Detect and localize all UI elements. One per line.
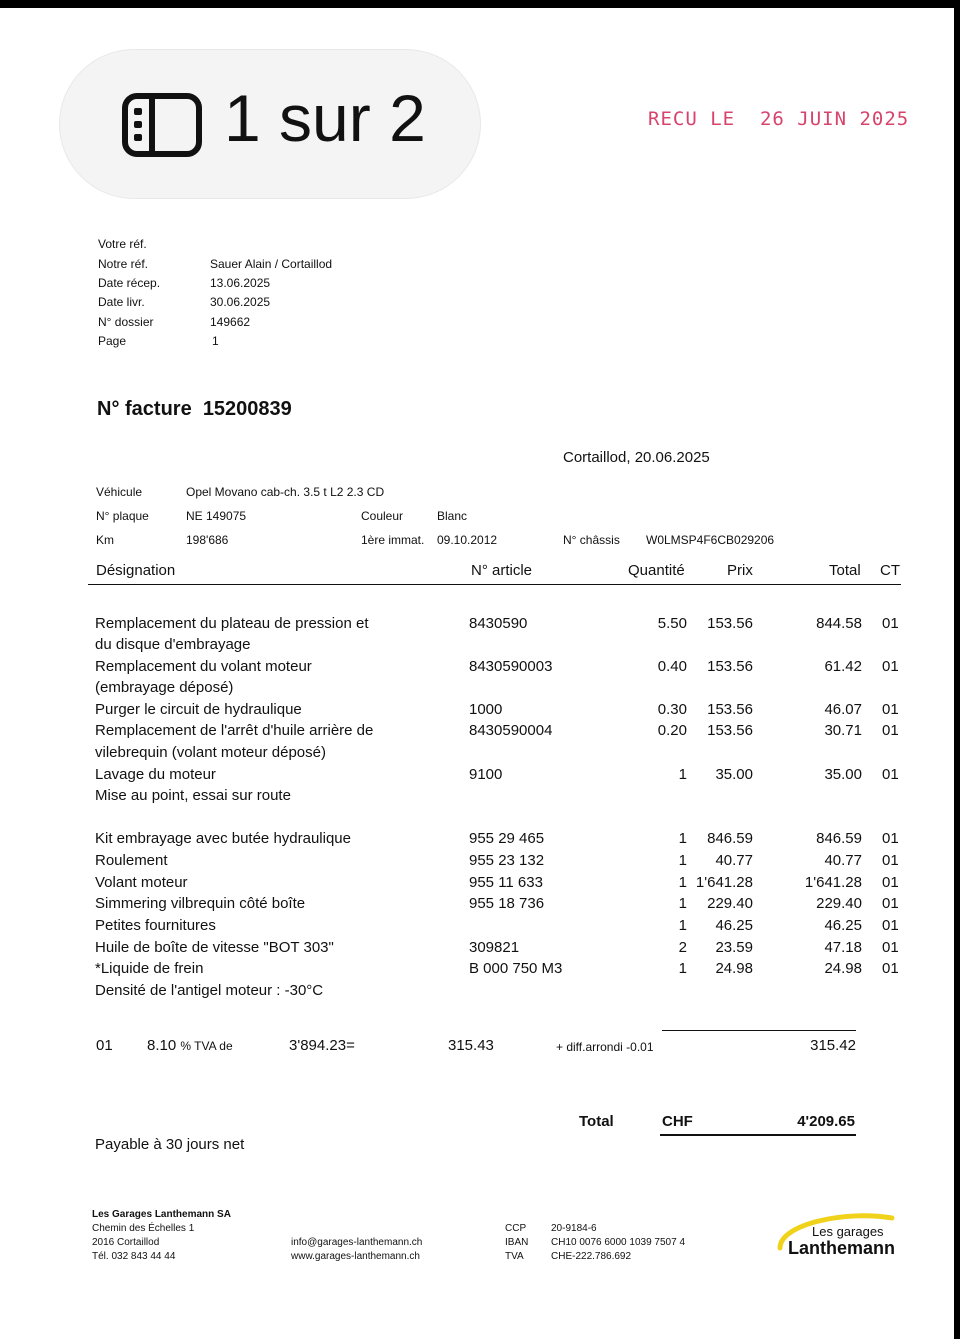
cell-designation: Purger le circuit de hydraulique: [95, 701, 302, 718]
cell-article: 955 18 736: [469, 895, 545, 912]
footer-address-line2: 2016 Cortaillod: [92, 1237, 160, 1248]
header-divider: [88, 584, 901, 585]
cell-price: 23.59: [715, 939, 753, 956]
footer-ccp-value: 20-9184-6: [551, 1223, 597, 1234]
total-underline: [660, 1134, 856, 1136]
km-label: Km: [96, 533, 114, 547]
cell-ct: 01: [882, 874, 899, 891]
cell-quantity: 0.30: [657, 701, 687, 718]
ref-label: Date livr.: [98, 295, 145, 309]
cell-quantity: 0.20: [657, 722, 687, 739]
col-header-designation: Désignation: [96, 562, 176, 579]
cell-total: 229.40: [816, 895, 862, 912]
vat-rate: 8.10: [147, 1037, 177, 1054]
vat-base-group: [289, 1037, 355, 1054]
invoice-place-date: Cortaillod, 20.06.2025: [563, 449, 710, 466]
footer-bank-labels: [505, 1222, 528, 1264]
invoice-number: 15200839: [202, 398, 292, 420]
cell-designation: (embrayage déposé): [95, 679, 234, 696]
cell-quantity: 2: [678, 939, 687, 956]
total-currency: CHF: [662, 1113, 693, 1130]
payment-terms: Payable à 30 jours net: [95, 1136, 245, 1153]
cell-article: B 000 750 M3: [469, 960, 563, 977]
vat-rounding: + diff.arrondi -0.01: [556, 1040, 654, 1054]
chassis-value: W0LMSP4F6CB029206: [646, 533, 775, 547]
footer-phone: Tél. 032 843 44 44: [92, 1251, 176, 1262]
cell-total: 30.71: [824, 722, 862, 739]
cell-total: 35.00: [824, 766, 862, 783]
ref-value: 1: [212, 334, 219, 348]
footer-company: [92, 1208, 231, 1264]
logo-line1: Les garages: [812, 1224, 884, 1239]
footer-contact: [291, 1236, 422, 1264]
cell-price: 153.56: [707, 722, 753, 739]
cell-quantity: 0.40: [657, 658, 687, 675]
page-indicator[interactable]: [60, 50, 480, 198]
cell-price: 46.25: [715, 917, 753, 934]
cell-ct: 01: [882, 766, 899, 783]
cell-ct: 01: [882, 658, 899, 675]
footer-tva-label: TVA: [505, 1251, 524, 1262]
col-header-price: Prix: [727, 562, 753, 579]
footer-website[interactable]: www.garages-lanthemann.ch: [291, 1251, 420, 1262]
cell-article: 9100: [469, 766, 503, 783]
total-amount: 4'209.65: [797, 1113, 855, 1130]
invoice-title: [97, 398, 292, 421]
cell-price: 1'641.28: [695, 874, 753, 891]
cell-article: 8430590: [469, 615, 528, 632]
page-indicator-text: 1 sur 2: [224, 81, 426, 155]
col-header-ct: CT: [880, 562, 900, 579]
cell-designation: Roulement: [95, 852, 168, 869]
ref-label: Notre réf.: [98, 257, 149, 271]
color-value: Blanc: [437, 509, 468, 523]
cell-total: 61.42: [824, 658, 862, 675]
footer-ccp-label: CCP: [505, 1223, 527, 1234]
cell-ct: 01: [882, 701, 899, 718]
invoice-page: [0, 8, 954, 1339]
cell-article: 8430590004: [469, 722, 553, 739]
cell-quantity: 1: [678, 830, 687, 847]
cell-designation: Volant moteur: [95, 874, 188, 891]
ref-label: Page: [98, 334, 127, 348]
col-header-quantity: Quantité: [628, 562, 685, 579]
footer-iban-value: CH10 0076 6000 1039 7507 4: [551, 1237, 686, 1248]
cell-designation: du disque d'embrayage: [95, 636, 251, 653]
footer-company-name: Les Garages Lanthemann SA: [92, 1209, 231, 1220]
ref-label: Votre réf.: [98, 237, 147, 251]
km-value: 198'686: [186, 533, 229, 547]
cell-designation: Mise au point, essai sur route: [95, 787, 291, 804]
cell-designation: *Liquide de frein: [95, 960, 204, 977]
cell-ct: 01: [882, 830, 899, 847]
stamp-label: RECU LE: [648, 108, 736, 130]
cell-price: 153.56: [707, 658, 753, 675]
cell-ct: 01: [882, 852, 899, 869]
cell-quantity: 1: [678, 766, 687, 783]
cell-designation: vilebrequin (volant moteur déposé): [95, 744, 326, 761]
plate-value: NE 149075: [186, 509, 247, 523]
cell-article: 955 11 633: [469, 874, 543, 891]
cell-quantity: 1: [678, 960, 687, 977]
footer-address-line1: Chemin des Échelles 1: [92, 1223, 195, 1234]
cell-designation: Huile de boîte de vitesse "BOT 303": [95, 939, 334, 956]
cell-article: 955 29 465: [469, 830, 545, 847]
cell-article: 309821: [469, 939, 520, 956]
sidebar-panel-icon[interactable]: [122, 93, 202, 162]
ref-value: 30.06.2025: [210, 295, 271, 309]
col-header-article: N° article: [471, 562, 533, 579]
cell-total: 47.18: [824, 939, 862, 956]
cell-total: 846.59: [816, 830, 862, 847]
cell-ct: 01: [882, 917, 899, 934]
cell-article: 955 23 132: [469, 852, 545, 869]
cell-price: 846.59: [707, 830, 753, 847]
cell-designation: Lavage du moteur: [95, 766, 216, 783]
footer-iban-label: IBAN: [505, 1237, 529, 1248]
cell-designation: Kit embrayage avec butée hydraulique: [95, 830, 351, 847]
vat-rate-label: % TVA de: [180, 1039, 233, 1053]
first-registration-label: 1ère immat.: [361, 533, 425, 547]
cell-total: 46.07: [824, 701, 862, 718]
vat-rate-group: [147, 1037, 233, 1054]
footer-tva-value: CHE-222.786.692: [551, 1251, 632, 1262]
cell-quantity: 1: [678, 874, 687, 891]
stamp-date: 26 JUIN 2025: [759, 108, 910, 130]
cell-total: 1'641.28: [804, 874, 862, 891]
cell-designation: Petites fournitures: [95, 917, 216, 934]
plate-label: N° plaque: [96, 509, 149, 523]
cell-total: 40.77: [824, 852, 862, 869]
vehicle-label: Véhicule: [96, 485, 143, 499]
vat-final: 315.42: [810, 1037, 856, 1054]
company-logo: [776, 1208, 898, 1260]
cell-ct: 01: [882, 939, 899, 956]
color-label: Couleur: [361, 509, 404, 523]
cell-price: 24.98: [715, 960, 753, 977]
cell-designation: Simmering vilbrequin côté boîte: [95, 895, 306, 912]
cell-ct: 01: [882, 722, 899, 739]
ref-value: 13.06.2025: [210, 276, 271, 290]
ref-label: Date récep.: [98, 276, 161, 290]
cell-total: 46.25: [824, 917, 862, 934]
cell-quantity: 1: [678, 852, 687, 869]
cell-designation: Remplacement du volant moteur: [95, 658, 312, 675]
cell-total: 844.58: [816, 615, 862, 632]
cell-ct: 01: [882, 615, 899, 632]
vat-amount: 315.43: [448, 1037, 494, 1054]
cell-price: 229.40: [707, 895, 753, 912]
cell-quantity: 1: [678, 917, 687, 934]
cell-designation: Remplacement du plateau de pression et: [95, 615, 369, 632]
cell-quantity: 5.50: [657, 615, 687, 632]
cell-article: 8430590003: [469, 658, 553, 675]
footer-email[interactable]: info@garages-lanthemann.ch: [291, 1237, 423, 1248]
cell-price: 40.77: [715, 852, 753, 869]
first-registration-value: 09.10.2012: [437, 533, 498, 547]
vat-code: 01: [96, 1037, 113, 1054]
cell-price: 153.56: [707, 701, 753, 718]
cell-designation: Densité de l'antigel moteur : -30°C: [95, 982, 324, 999]
ref-value: Sauer Alain / Cortaillod: [210, 257, 333, 271]
logo-line2: Lanthemann: [788, 1238, 896, 1258]
vehicle-value: Opel Movano cab-ch. 3.5 t L2 2.3 CD: [186, 485, 385, 499]
cell-ct: 01: [882, 895, 899, 912]
footer-bank-values: [551, 1222, 685, 1264]
vat-equals: =: [346, 1037, 355, 1054]
cell-article: 1000: [469, 701, 503, 718]
invoice-title-label: N° facture: [97, 398, 192, 420]
received-stamp: [648, 108, 909, 130]
cell-price: 35.00: [715, 766, 753, 783]
cell-quantity: 1: [678, 895, 687, 912]
vat-base: 3'894.23: [289, 1037, 347, 1054]
total-label: Total: [579, 1113, 614, 1130]
ref-value: 149662: [210, 315, 251, 329]
col-header-total: Total: [829, 562, 861, 579]
ref-label: N° dossier: [98, 315, 154, 329]
cell-ct: 01: [882, 960, 899, 977]
chassis-label: N° châssis: [563, 533, 620, 547]
cell-total: 24.98: [824, 960, 862, 977]
cell-price: 153.56: [707, 615, 753, 632]
vat-divider: [662, 1030, 856, 1031]
cell-designation: Remplacement de l'arrêt d'huile arrière de: [95, 722, 374, 739]
